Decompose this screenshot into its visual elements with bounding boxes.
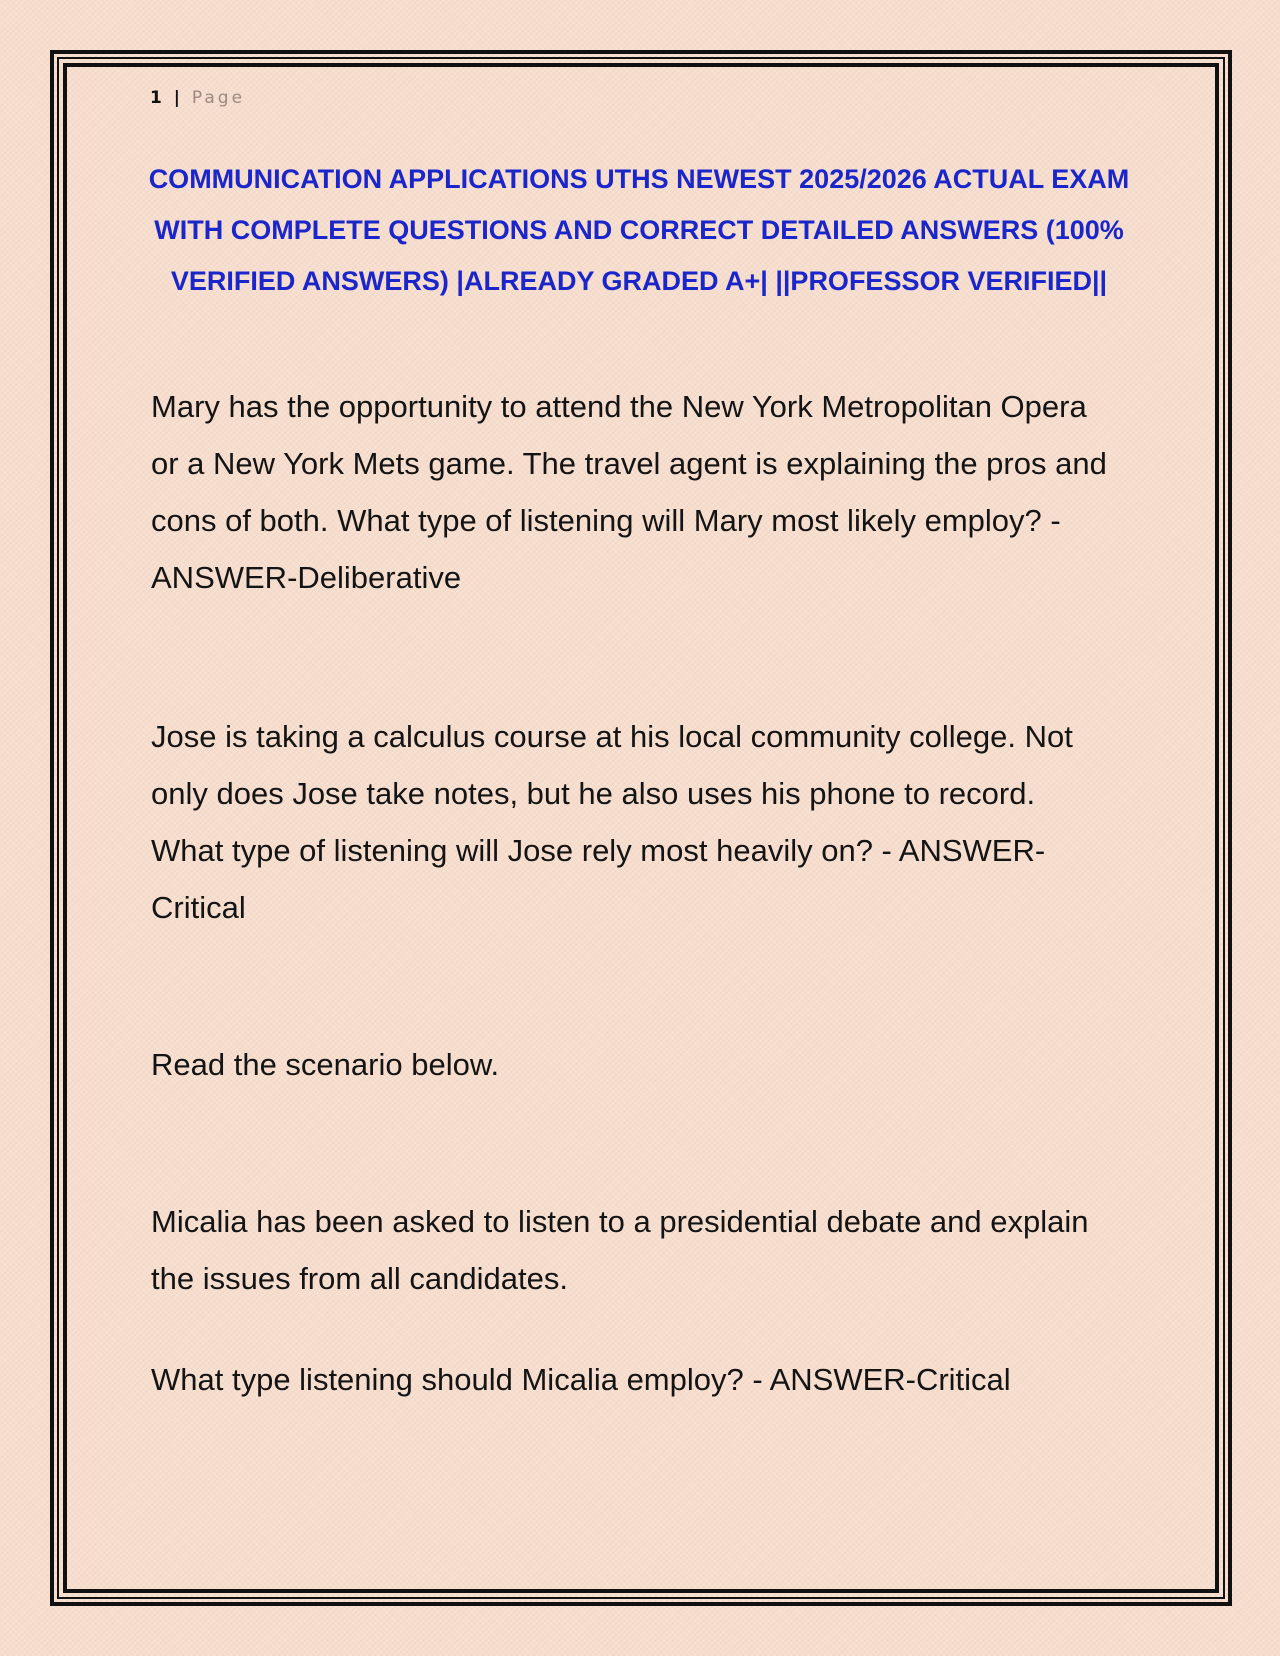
- document-title: COMMUNICATION APPLICATIONS UTHS NEWEST 2025/2026 ACTUAL EXAM WITH COMPLETE QUESTIONS AND CORRECT DETAILED ANSWERS (100% VERIFIED ANSWERS) |ALREADY GRADED A+| ||PROFESSOR VERIFIED||: [148, 164, 1130, 296]
- question-paragraph: Mary has the opportunity to attend the New York Metropolitan Opera or a New York Mets game. The travel agent is explaining the pros and cons of both. What type of listening will Mary most likely employ? - ANSWER-Deliberative: [151, 389, 1107, 595]
- page-number: 1: [150, 88, 165, 108]
- page-number-header: [150, 88, 245, 108]
- page-label: Page: [191, 88, 246, 108]
- scenario-text: Micalia has been asked to listen to a presidential debate and explain the issues from all candidates.: [151, 1204, 1089, 1296]
- page-separator: |: [164, 88, 192, 108]
- scenario-intro: Read the scenario below.: [151, 1047, 500, 1082]
- question-paragraph: What type listening should Micalia employ? - ANSWER-Critical: [151, 1362, 1011, 1397]
- question-paragraph: Jose is taking a calculus course at his local community college. Not only does Jose take notes, but he also uses his phone to record. What type of listening will Jose rely most heavily on? - ANSWER-Critical: [151, 719, 1073, 925]
